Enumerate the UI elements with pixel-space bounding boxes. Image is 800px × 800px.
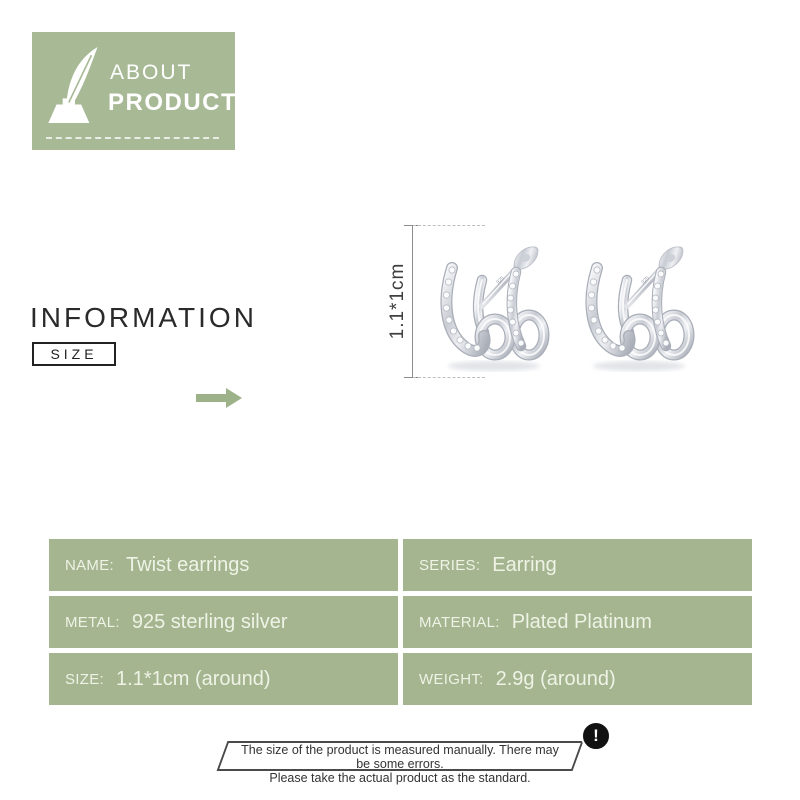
spec-label: SERIES: <box>419 556 481 574</box>
disclaimer-line1: The size of the product is measured manually. There may be some errors. <box>241 743 559 771</box>
dimension-dashed-bottom <box>413 377 485 378</box>
spec-label: SIZE: <box>65 670 105 688</box>
spec-value: Twist earrings <box>126 553 250 576</box>
badge-title-line2: PRODUCT <box>108 89 238 116</box>
size-tag: SIZE <box>32 342 116 366</box>
right-arrow-icon <box>196 387 242 409</box>
about-product-badge <box>32 32 238 150</box>
spec-label: METAL: <box>65 613 120 631</box>
earring-photo-right <box>577 240 701 374</box>
spec-label: WEIGHT: <box>419 670 484 688</box>
badge-dashed-divider <box>46 137 219 139</box>
dimension-line <box>412 225 413 378</box>
dimension-dashed-top <box>413 225 485 226</box>
spec-cell-series <box>403 539 752 591</box>
badge-title-line1: ABOUT <box>110 61 193 84</box>
spec-cell-material <box>403 596 752 648</box>
dimension-label: 1.1*1cm <box>387 262 408 340</box>
spec-label: NAME: <box>65 556 115 574</box>
quill-inkpot-icon <box>44 45 106 125</box>
spec-cell-size <box>49 653 398 705</box>
spec-value: 1.1*1cm (around) <box>116 667 271 690</box>
disclaimer-text <box>235 743 565 785</box>
disclaimer-line2: Please take the actual product as the standard. <box>269 771 531 785</box>
spec-table <box>49 539 752 705</box>
earring-photo-left <box>432 240 556 374</box>
exclamation-icon: ! <box>581 721 611 751</box>
spec-cell-weight <box>403 653 752 705</box>
section-title: INFORMATION <box>30 302 257 333</box>
spec-cell-metal <box>49 596 398 648</box>
spec-value: Plated Platinum <box>511 610 652 633</box>
spec-cell-name <box>49 539 398 591</box>
spec-value: 925 sterling silver <box>131 610 288 633</box>
spec-value: 2.9g (around) <box>495 667 616 690</box>
spec-label: MATERIAL: <box>419 613 500 631</box>
spec-value: Earring <box>492 553 557 576</box>
